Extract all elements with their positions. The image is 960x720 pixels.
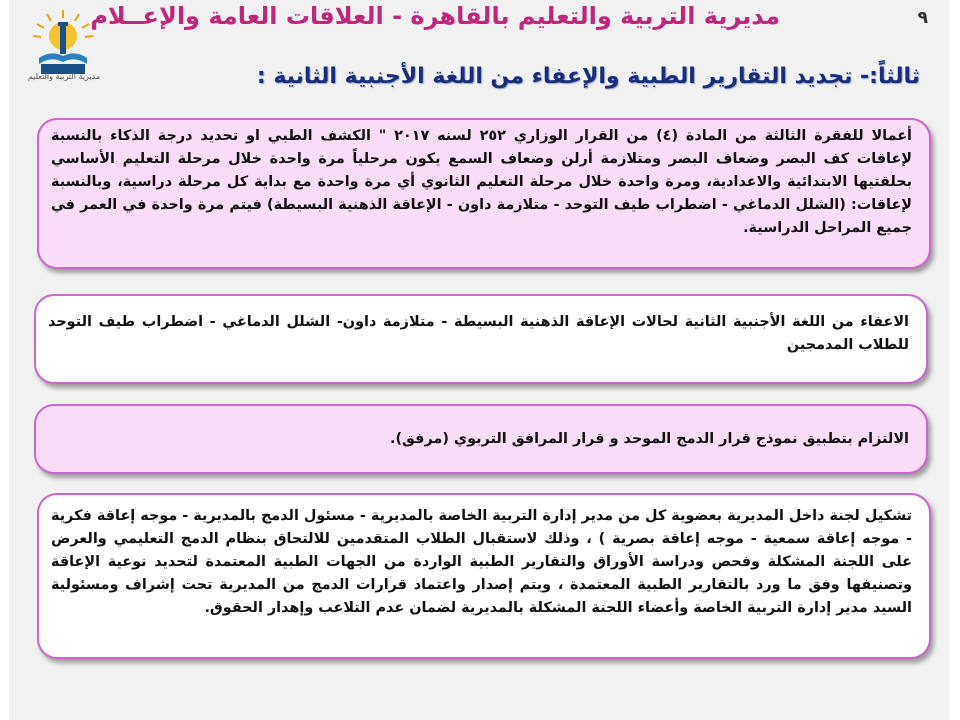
info-box-language-exemption xyxy=(34,294,928,384)
info-box-text: أعمالا للفقرة الثالثة من المادة (٤) من القرار الوزاري ٢٥٢ لسنه ٢٠١٧ " الكشف الطبي او تحديد درجة الذكاء بالنسبة لإعاقات كف البصر وضعاف البصر ومتلازمة أرلن وضعاف السمع يكون مرحلياً مرة واحدة خلال مرحلة التعليم الأساسي بحلقتيها الابتدائية والاعدادية، ومرة واحدة خلال مرحلة التعليم الثانوي أي مرة واحدة مع بداية كل مرحلة دراسية، وبالنسبة لإعاقات: (الشلل الدماغي - اضطراب طيف التوحد - متلازمة داون - الإعاقة الذهنية البسيطة) فيتم مرة واحدة في العمر في جميع المراحل الدراسية. xyxy=(51,128,912,236)
section-title: ثالثاً:- تجديد التقارير الطبية والإعفاء من اللغة الأجنبية الثانية : xyxy=(256,64,920,89)
logo-caption: مديرية التربية والتعليم xyxy=(27,72,101,81)
info-box-medical-reports xyxy=(37,118,931,269)
info-box-text: تشكيل لجنة داخل المديرية بعضوية كل من مدير إدارة التربية الخاصة بالمديرية - مسئول الدمج بالمديرية - موجه إعاقة فكرية - موجه إعاقة سمعية - موجه إعاقة بصرية ) ، وذلك لاستقبال الطلاب المتقدمين للالتحاق بنظام الدمج التعليمي والعرض على اللجنة المشكلة وفحص ودراسة الأوراق والتقارير الطبية الواردة من الجهات الطبية المعتمدة لتحديد نوعية الإعاقة وتصنيفها وفق ما ورد بالتقارير الطبية المعتمدة ، ويتم إصدار واعتماد قرارات الدمج من المديرية تحت إشراف ومسئولية السيد مدير إدارة التربية الخاصة وأعضاء اللجنة المشكلة بالمديرية لضمان عدم التلاعب وإهدار الحقوق. xyxy=(51,508,912,616)
page-number: ٩ xyxy=(917,8,928,28)
header-title: مديرية التربية والتعليم بالقاهرة - العلاقات العامة والإعــلام xyxy=(90,2,780,30)
info-box-unified-model xyxy=(34,404,928,474)
info-box-text: الالتزام بتطبيق نموذج قرار الدمج الموحد و قرار المرافق التربوي (مرفق). xyxy=(390,431,909,447)
info-box-committee xyxy=(37,493,931,659)
info-box-text: الاعفاء من اللغة الأجنبية الثانية لحالات الإعاقة الذهنية البسيطة - متلازمة داون- الشلل الدماغي - اضطراب طيف التوحد للطلاب المدمجين xyxy=(48,314,909,353)
slide xyxy=(9,0,950,720)
logo-emblem-icon xyxy=(27,6,99,78)
